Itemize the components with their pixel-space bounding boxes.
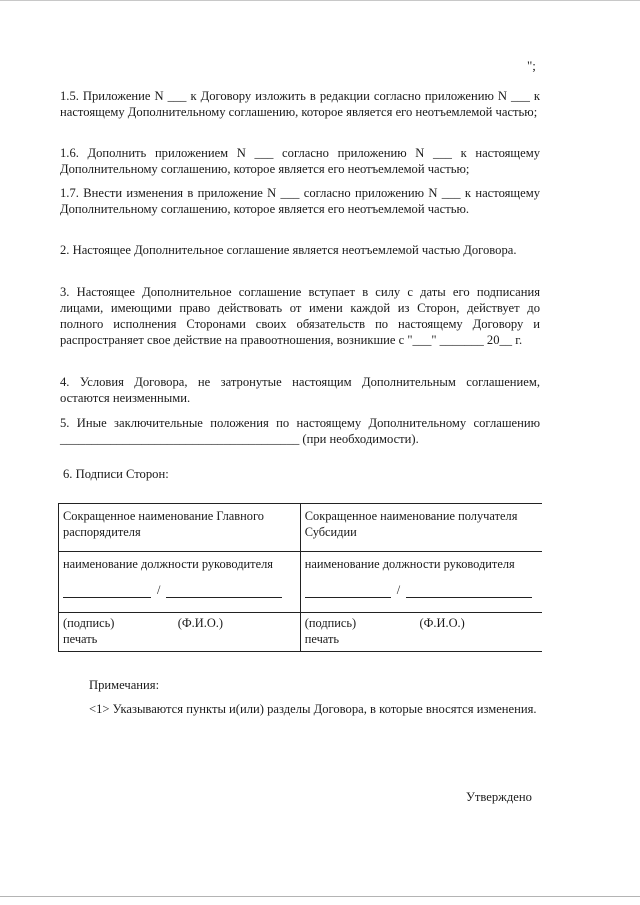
left-slash: /	[157, 583, 161, 597]
right-signature-lines	[305, 582, 538, 598]
left-sign-labels-cell	[59, 613, 301, 652]
left-name-blank	[166, 585, 282, 598]
right-position-label: наименование должности руководителя	[304, 557, 515, 571]
signatures-heading: 6. Подписи Сторон:	[63, 467, 169, 481]
right-slash: /	[396, 583, 401, 597]
right-sign-labels-cell	[300, 613, 542, 652]
right-stamp-label: печать	[304, 632, 340, 646]
clause-1-7: 1.7. Внести изменения в приложение N ___ согласно приложению N ___ к настоящему Дополнительному соглашению, которое является его неотъемлемой частью.	[60, 186, 540, 216]
right-name-blank	[406, 585, 532, 598]
right-name-label: (Ф.И.О.)	[419, 616, 465, 630]
left-party-title: Сокращенное наименование Главного распорядителя	[59, 504, 301, 552]
left-name-label: (Ф.И.О.)	[177, 616, 223, 630]
clause-4: 4. Условия Договора, не затронутые настоящим Дополнительным соглашением, остаются неизменными.	[60, 375, 540, 405]
bottom-scan-edge	[0, 896, 640, 897]
notes-title: Примечания:	[89, 678, 160, 692]
note-1: <1> Указываются пункты и(или) разделы Договора, в которые вносятся изменения.	[89, 702, 537, 716]
left-position-label: наименование должности руководителя	[63, 557, 273, 571]
right-party-title: Сокращенное наименование получателя Субсидии	[300, 504, 542, 552]
left-stamp-label: печать	[63, 632, 98, 646]
left-signature-lines	[63, 582, 296, 598]
right-sign-label: (подпись)	[304, 616, 357, 630]
right-position-cell	[300, 552, 542, 613]
right-sign-blank	[305, 585, 391, 598]
approved-label: Утверждено	[466, 790, 532, 804]
left-position-cell	[59, 552, 301, 613]
clause-2: 2. Настоящее Дополнительное соглашение является неотъемлемой частью Договора.	[60, 243, 517, 257]
left-sign-label: (подпись)	[63, 616, 115, 630]
clause-3: 3. Настоящее Дополнительное соглашение вступает в силу с даты его подписания лицами, имеющими право действовать от имени каждой из Сторон, действует до полного исполнения Сторонами своих обязательств по настоящему Договору и распространяет свое действие на правоотношения, возникшие с "___" _______ 20__ г.	[60, 285, 540, 347]
clause-1-6: 1.6. Дополнить приложением N ___ согласно приложению N ___ к настоящему Дополнительному соглашению, которое является его неотъемлемой частью;	[60, 146, 540, 176]
left-sign-blank	[63, 585, 151, 598]
top-scan-edge	[0, 0, 640, 4]
corner-mark: ";	[527, 58, 536, 73]
clause-5: 5. Иные заключительные положения по настоящему Дополнительному соглашению ______________________________________ (при необходимости).	[60, 416, 540, 446]
signatures-table	[58, 503, 542, 652]
clause-1-5: 1.5. Приложение N ___ к Договору изложить в редакции согласно приложению N ___ к настоящему Дополнительному соглашению, которое является его неотъемлемой частью;	[60, 89, 540, 119]
